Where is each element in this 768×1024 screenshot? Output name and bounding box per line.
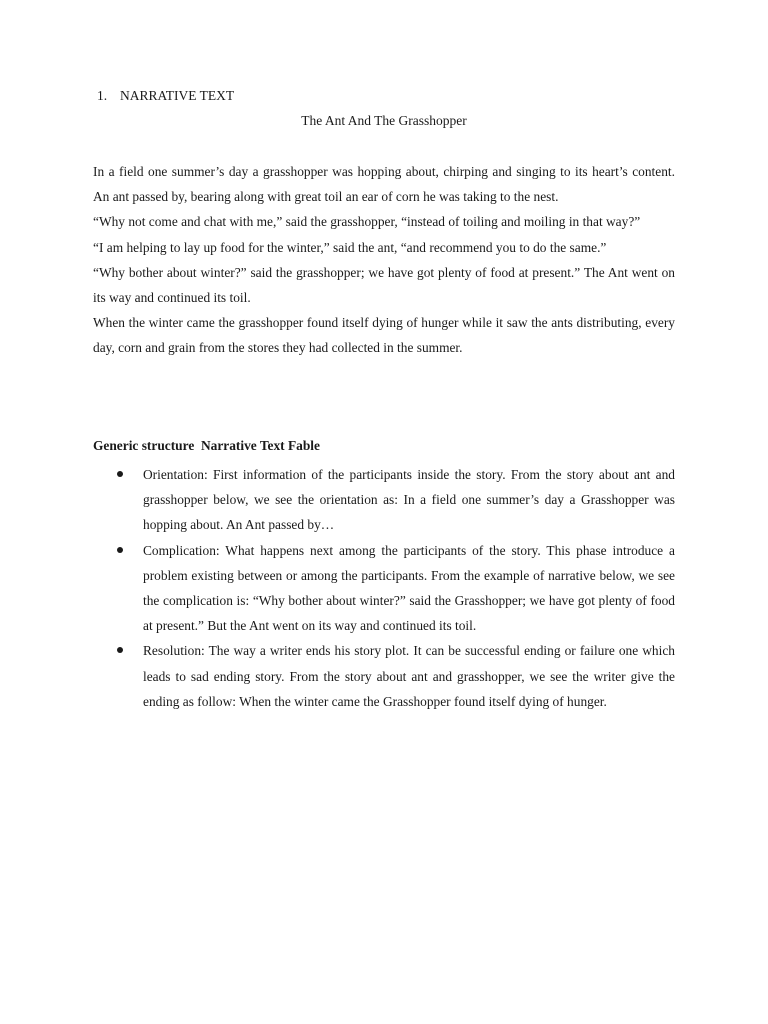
bullet-icon <box>117 647 123 653</box>
generic-structure-heading: Generic structure Narrative Text Fable <box>93 438 320 453</box>
list-item-orientation <box>93 462 675 538</box>
story-paragraph: “Why bother about winter?” said the grasshopper; we have got plenty of food at present.” The Ant went on its way and continued its toil. <box>93 264 675 306</box>
list-item-complication <box>93 538 675 639</box>
section-heading-text: NARRATIVE TEXT <box>120 88 235 103</box>
bullet-icon <box>117 547 123 553</box>
structure-list <box>93 462 675 714</box>
list-item-text: Resolution: The way a writer ends his story plot. It can be successful ending or failure one which leads to sad ending story. From the story about ant and grasshopper, we see the writer give the ending as follow: When the winter came the Grasshopper found itself dying of hunger. <box>143 643 675 709</box>
bullet-icon <box>117 471 123 477</box>
section-heading <box>97 88 234 104</box>
story-body <box>93 159 675 361</box>
story-title: The Ant And The Grasshopper <box>301 113 467 128</box>
story-paragraph: When the winter came the grasshopper found itself dying of hunger while it saw the ants distributing, every day, corn and grain from the stores they had collected in the summer. <box>93 315 675 356</box>
list-item-text: Complication: What happens next among the participants of the story. This phase introduce a problem existing between or among the participants. From the example of narrative below, we see the complication is: “Why bother about winter?” said the Grasshopper; we have got plenty of food at present.” But the Ant went on its way and continued its toil. <box>143 542 675 634</box>
section-number: 1. <box>97 88 108 103</box>
list-item-text: Orientation: First information of the participants inside the story. From the story about ant and grasshopper below, we see the orientation as: In a field one summer’s day a Grasshopper was hopping about. An Ant passed by… <box>143 467 675 533</box>
story-paragraph: “Why not come and chat with me,” said the grasshopper, “instead of toiling and moiling in that way?” <box>93 214 641 230</box>
list-item-resolution <box>93 638 675 714</box>
story-paragraph: “I am helping to lay up food for the winter,” said the ant, “and recommend you to do the same.” <box>93 239 607 255</box>
story-paragraph: In a field one summer’s day a grasshopper was hopping about, chirping and singing to its heart’s content. An ant passed by, bearing along with great toil an ear of corn he was taking to the nest. <box>93 164 675 205</box>
